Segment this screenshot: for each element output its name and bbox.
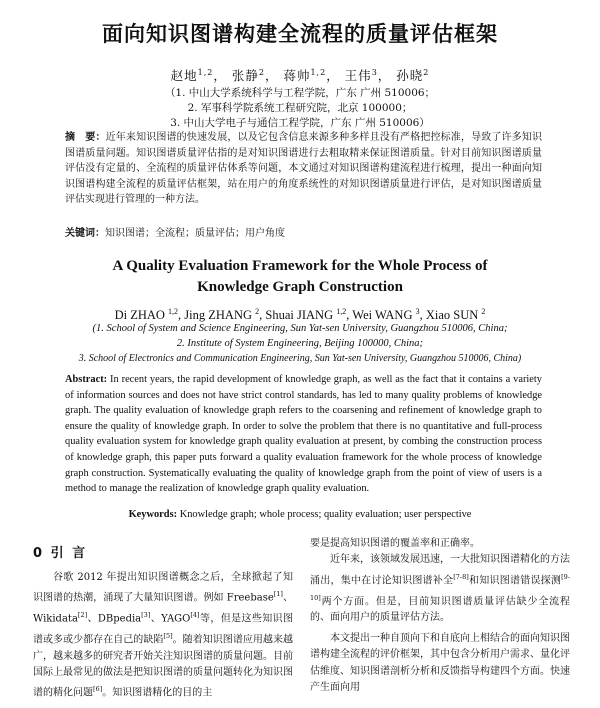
keywords-en-label: Keywords:: [128, 509, 178, 520]
paragraph: 近年来，该领域发展迅速，一大批知识图谱精化的方法涌出，集中在讨论知识图谱补全[7-8]和知识图谱错误探测[9-10]两个方面。但是，目前知识图谱质量评估缺少全流程的、面向用户的质量评估方法。: [310, 554, 571, 624]
abstract-en-label: Abstract:: [65, 374, 108, 385]
affiliation-en-2: 2. Institute of System Engineering, Beijing 100000, China;: [176, 338, 424, 349]
keywords-zh: [65, 224, 542, 239]
paper-title-zh: 面向知识图谱构建全流程的质量评估框架: [102, 22, 498, 46]
author-en: Wei WANG $^3$: [352, 307, 420, 323]
author-list-zh: 赵地$^{1,2}$， 张静$^2$， 蒋帅$^{1,2}$， 王伟$^3$， 孙晓$^2$: [170, 67, 430, 83]
abstract-en-text: In recent years, the rapid development of knowledge graph, as well as the fact that it contains a variety of information sources and does not have strict control standards, has led to many quality problems of knowledge graph. The quality evaluation of knowledge graph refers to the coarsening and refinement of knowledge graph to ensure the quality of knowledge graph. In order to solve the problem that there is no quantitative and full-process quality evaluation system for knowledge graph quality evaluation at present, by combing the construction process of knowledge graph, this paper puts forward a quality evaluation framework for the whole process of knowledge graph construction. Systematically evaluating the quality of knowledge graph from the point of view of users is a method to manage the realization of knowledge graph quality evaluation.: [65, 374, 542, 495]
author-zh: 王伟$^3$: [344, 67, 378, 83]
paragraph: 要是提高知识图谱的覆盖率和正确率。: [310, 538, 480, 549]
citation: [2]: [77, 611, 88, 620]
abstract-en: [65, 372, 542, 497]
citation: [6]: [93, 685, 103, 694]
abstract-zh-text: 近年来知识图谱的快速发展，以及它包含信息来源多种多样且没有严格把控标准，导致了许多知识图谱质量问题。知识图谱质量评估指的是对知识图谱进行去粗取精来保证图谱质量。针对目前知识图谱质量评估没有定量的、全流程的质量评估体系等问题，本文通过对知识图谱构建流程进行梳理，提出一种面向知识图谱构建全流程的质量评估框架，站在用户的角度系统性的对知识图谱质量进行评估，是对知识图谱质量评估实现进行管理的一种方法。: [65, 132, 543, 206]
citation: [9-10]: [310, 572, 571, 602]
author-list-en: Di ZHAO $^{1,2}$, Jing ZHANG $^2$, Shuai JIANG $^{1,2}$, Wei WANG $^3$, Xiao SUN $^2$: [114, 307, 486, 323]
title-en-line-1: A Quality Evaluation Framework for the Whole Process of: [112, 258, 488, 274]
citation: [4]: [190, 611, 200, 620]
author-en: Xiao SUN $^2$: [425, 307, 486, 323]
author-en: Jing ZHANG $^2$: [184, 307, 260, 323]
author-zh: 赵地$^{1,2}$: [170, 67, 214, 83]
keywords-zh-text: 知识图谱；全流程；质量评估；用户角度: [105, 228, 285, 239]
affiliation-zh-3: 3. 中山大学电子与通信工程学院，广东 广州 510006）: [170, 117, 430, 129]
author-zh: 孙晓$^2$: [396, 67, 430, 83]
author-en: Di ZHAO $^{1,2}$: [114, 307, 179, 323]
affiliation-en-1: (1. School of System and Science Engineering, Sun Yat-sen University, Guangzhou 510006, China;: [92, 323, 508, 334]
affiliation-zh-2: 2. 军事科学院系统工程研究院，北京 100000；: [187, 102, 413, 114]
body-column-right: [310, 536, 570, 696]
author-en: Shuai JIANG $^{1,2}$: [265, 307, 347, 323]
keywords-en-text: Knowledge graph; whole process; quality evaluation; user perspective: [179, 509, 472, 520]
author-zh: 蒋帅$^{1,2}$: [283, 67, 327, 83]
keywords-en: [0, 509, 600, 520]
citation: [7-8]: [453, 572, 469, 581]
citation: [1]: [273, 590, 283, 599]
keywords-zh-label: 关键词：: [65, 228, 105, 239]
affiliation-en-3: 3. School of Electronics and Communication Engineering, Sun Yat-sen University, Guangzhou 510006, China): [78, 353, 522, 364]
abstract-zh-label: 摘 要：: [65, 132, 106, 143]
paper-title-en: [0, 256, 600, 298]
citation: [3]: [141, 611, 151, 620]
section-heading-introduction: 0 引 言: [33, 546, 88, 561]
body-column-left: 谷歌 2012 年提出知识图谱概念之后，全球掀起了知识图谱的热潮，涌现了大量知识图谱。例如 Freebase[1]、Wikidata[2]、DBpedia[3]、YAGO[4]等，但是这些知识图谱或多或少都存在自己的缺陷[5]。随着知识图谱应用越来越广，越来越多的研究者开始关注知识图谱的质量问题。目前国际上最常见的做法是把知识图谱的质量问题转化为知识图谱的精化问题[6]。知识图谱精化的目的主: [33, 572, 294, 699]
title-en-line-2: Knowledge Graph Construction: [197, 279, 403, 295]
paragraph: 本文提出一种自顶向下和自底向上相结合的面向知识图谱构建全流程的评价框架，其中包含分析用户需求、量化评估维度、知识图谱剖析分析和反馈指导构建四个方面。快速产生面向用: [310, 632, 570, 693]
affiliation-zh-1: （1. 中山大学系统科学与工程学院，广东 广州 510006；: [164, 87, 436, 99]
citation: [5]: [163, 631, 173, 640]
abstract-zh: [65, 130, 542, 208]
author-zh: 张静$^2$: [231, 67, 265, 83]
